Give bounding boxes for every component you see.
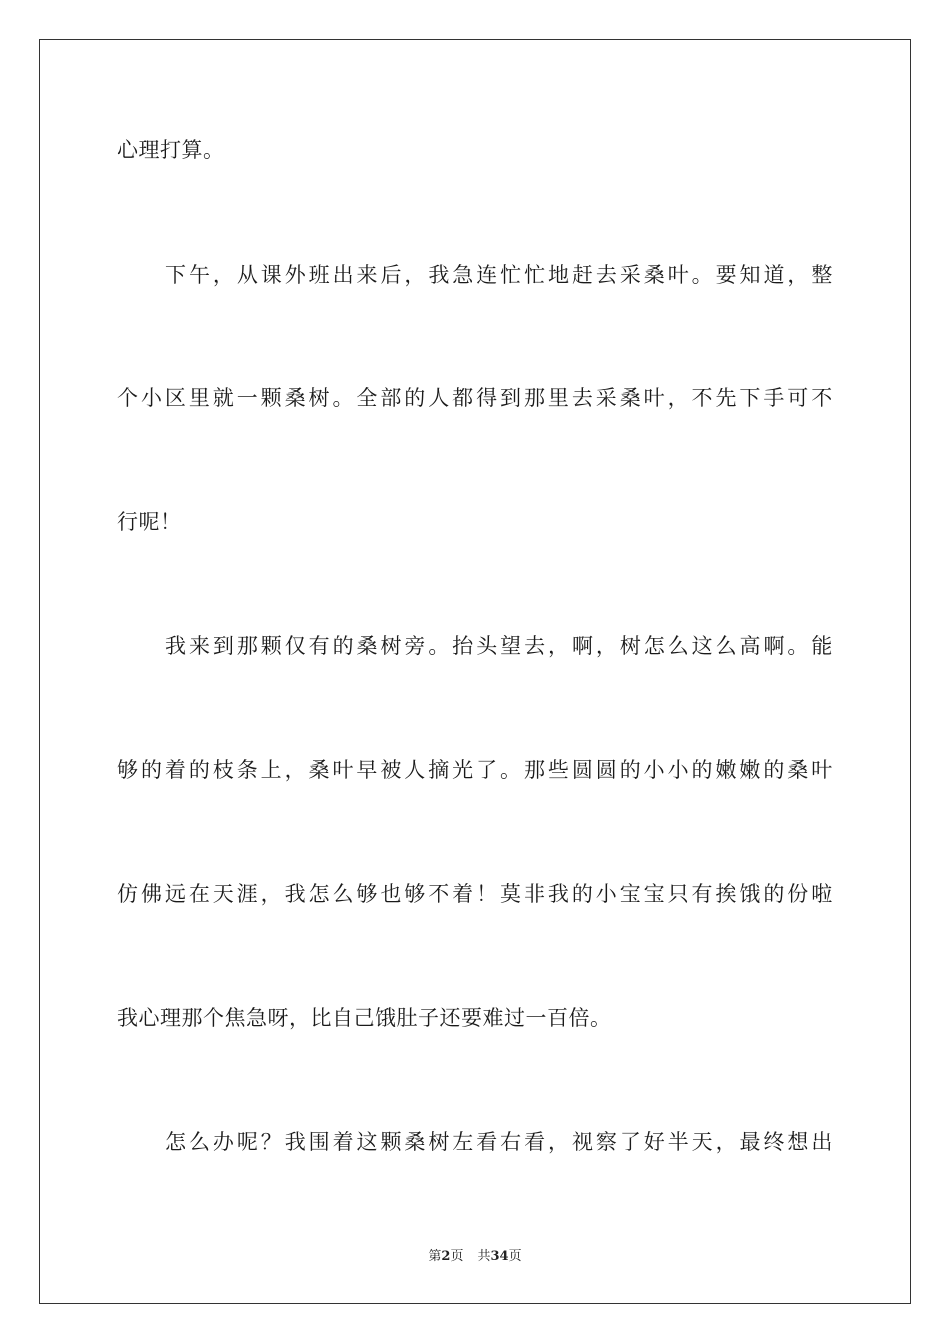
text-line-1: 心理打算。: [117, 138, 225, 162]
page-footer: [0, 1248, 950, 1266]
page-frame: [39, 39, 911, 1304]
footer-total-suffix: 页: [508, 1249, 522, 1264]
text-line-3: 个 小 区 里 就 一 颗 桑 树 。 全 部 的 人 都 得 到 那 里 去 采 桑 叶 ， 不 先 下 手 可 不: [117, 386, 833, 410]
footer-page-prefix: 第: [428, 1249, 442, 1264]
footer-page-suffix: 页: [450, 1249, 464, 1264]
footer-total-prefix: 共: [477, 1249, 491, 1264]
text-line-7: 仿 佛 远 在 天 涯 ， 我 怎 么 够 也 够 不 着 ！ 莫 非 我 的 小 宝 宝 只 有 挨 饿 的 份 啦: [117, 882, 833, 906]
footer-total-number: 34: [490, 1249, 509, 1264]
text-line-8: 我心理那个焦急呀，比自己饿肚子还要难过一百倍。: [117, 1006, 612, 1030]
text-line-6: 够 的 着 的 枝 条 上 ， 桑 叶 早 被 人 摘 光 了 。 那 些 圆 圆 的 小 小 的 嫩 嫩 的 桑 叶: [117, 758, 833, 782]
text-line-2: 下 午 ， 从 课 外 班 出 来 后 ， 我 急 连 忙 忙 地 赶 去 采 桑 叶 。 要 知 道 ， 整: [165, 263, 833, 287]
text-line-4: 行呢！: [117, 510, 182, 534]
text-line-9: 怎 么 办 呢 ？ 我 围 着 这 颗 桑 树 左 看 右 看 ， 视 察 了 好 半 天 ， 最 终 想 出: [165, 1130, 833, 1154]
text-line-5: 我 来 到 那 颗 仅 有 的 桑 树 旁 。 抬 头 望 去 ， 啊 ， 树 怎 么 这 么 高 啊 。 能: [165, 634, 833, 658]
footer-page-number: 2: [441, 1249, 451, 1264]
